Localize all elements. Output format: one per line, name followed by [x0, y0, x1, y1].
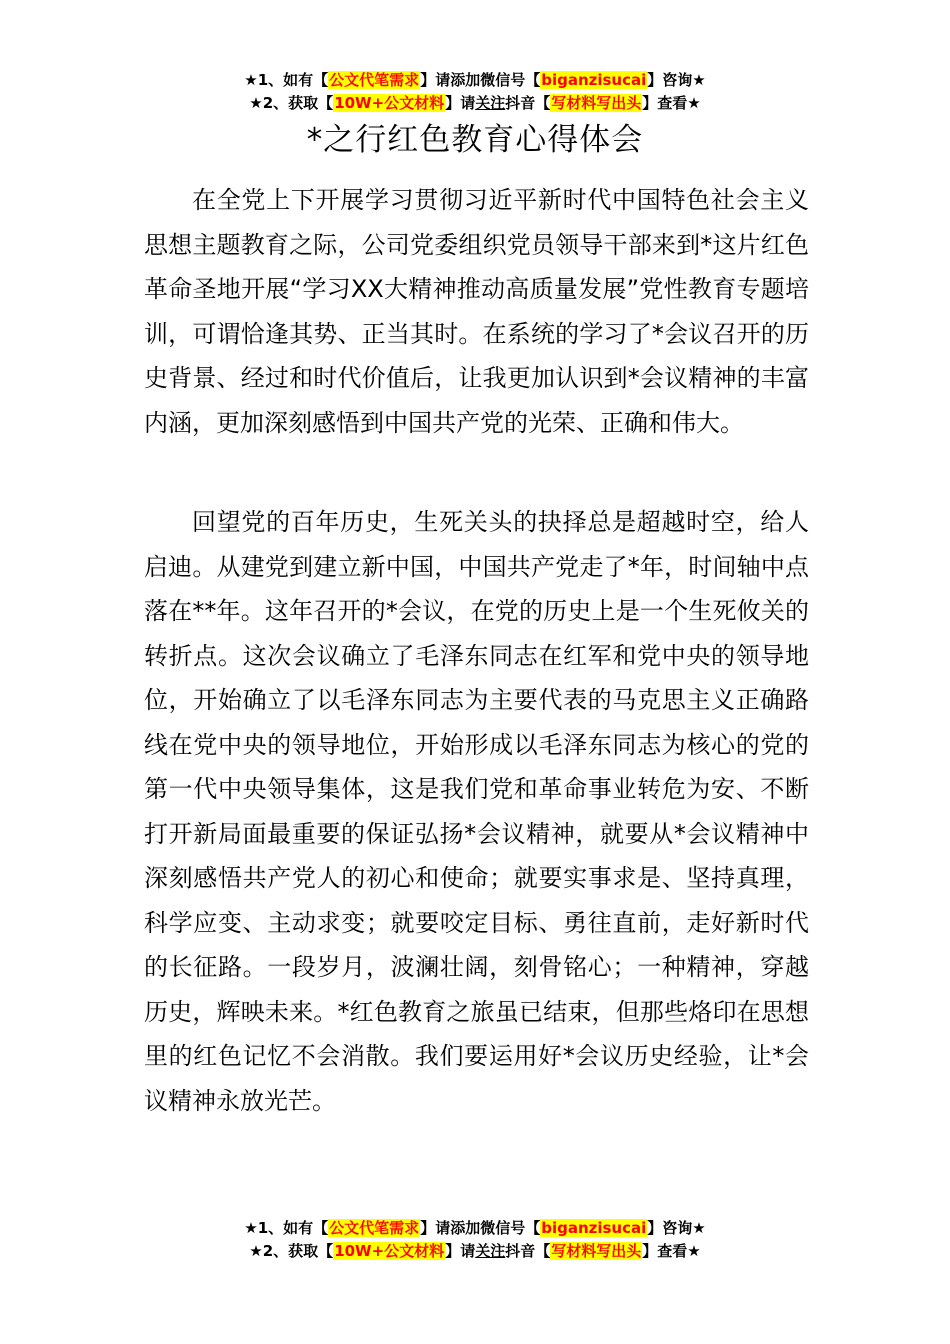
promo-text: 抖音【	[505, 1242, 551, 1260]
promo-text: 】查看★	[642, 1242, 701, 1260]
promo-text: 】查看★	[642, 94, 701, 112]
douyin-account-highlight: 写材料写出头	[551, 1242, 642, 1260]
promo-text: 】咨询★	[647, 1219, 706, 1237]
body-paragraph-1-block	[144, 178, 809, 445]
body-paragraph: 回望党的百年历史，生死关头的抉择总是超越时空，给人启迪。从建党到建立新中国，中国共产党走了*年，时间轴中点落在**年。这年召开的*会议，在党的历史上是一个生死攸关的转折点。这次会议确立了毛泽东同志在红军和党中央的领导地位，开始确立了以毛泽东同志为主要代表的马克思主义正确路线在党中央的领导地位，开始形成以毛泽东同志为核心的党的第一代中央领导集体，这是我们党和革命事业转危为安、不断打开新局面最重要的保证弘扬*会议精神，就要从*会议精神中深刻感悟共产党人的初心和使命；就要实事求是、坚持真理，科学应变、主动求变；就要咬定目标、勇往直前，走好新时代的长征路。一段岁月，波澜壮阔，刻骨铭心；一种精神，穿越历史，辉映未来。*红色教育之旅虽已结束，但那些烙印在思想里的红色记忆不会消散。我们要运用好*会议历史经验，让*会议精神永放光芒。	[144, 508, 809, 1115]
promo-line-1	[0, 1217, 950, 1240]
promo-underlined: 关注	[475, 1242, 506, 1260]
promo-text: ★1、如有【	[244, 1219, 329, 1237]
promo-underlined: 关注	[475, 94, 506, 112]
promo-text: 】请	[445, 94, 476, 112]
promo-text: ★2、获取【	[249, 94, 334, 112]
document-title: *之行红色教育心得体会	[306, 122, 644, 158]
promo-text: ★1、如有【	[244, 71, 329, 89]
promo-text: 】请添加微信号【	[420, 1219, 541, 1237]
promo-line-2	[0, 1240, 950, 1263]
promo-text: 】请添加微信号【	[420, 71, 541, 89]
promo-text: 抖音【	[505, 94, 551, 112]
douyin-account-highlight: 写材料写出头	[551, 94, 642, 112]
wechat-id-highlight: biganzisucai	[541, 1219, 647, 1237]
body-paragraph: 在全党上下开展学习贯彻习近平新时代中国特色社会主义思想主题教育之际，公司党委组织党员领导干部来到*这片红色革命圣地开展“学习XX大精神推动高质量发展”党性教育专题培训，可谓恰逢其势、正当其时。在系统的学习了*会议召开的历史背景、经过和时代价值后，让我更加认识到*会议精神的丰富内涵，更加深刻感悟到中国共产党的光荣、正确和伟大。	[144, 186, 809, 437]
promo-text: 】咨询★	[647, 71, 706, 89]
body-paragraph-2-block	[144, 500, 809, 1123]
promo-highlight: 公文代笔需求	[329, 1219, 420, 1237]
wechat-id-highlight: biganzisucai	[541, 71, 647, 89]
promo-highlight: 公文代笔需求	[329, 71, 420, 89]
promo-text: 】请	[445, 1242, 476, 1260]
promo-banner-top	[0, 69, 950, 115]
promo-text: ★2、获取【	[249, 1242, 334, 1260]
promo-highlight: 10W+公文材料	[334, 94, 445, 112]
promo-highlight: 10W+公文材料	[334, 1242, 445, 1260]
promo-line-1	[0, 69, 950, 92]
promo-line-2	[0, 92, 950, 115]
promo-banner-bottom	[0, 1217, 950, 1263]
